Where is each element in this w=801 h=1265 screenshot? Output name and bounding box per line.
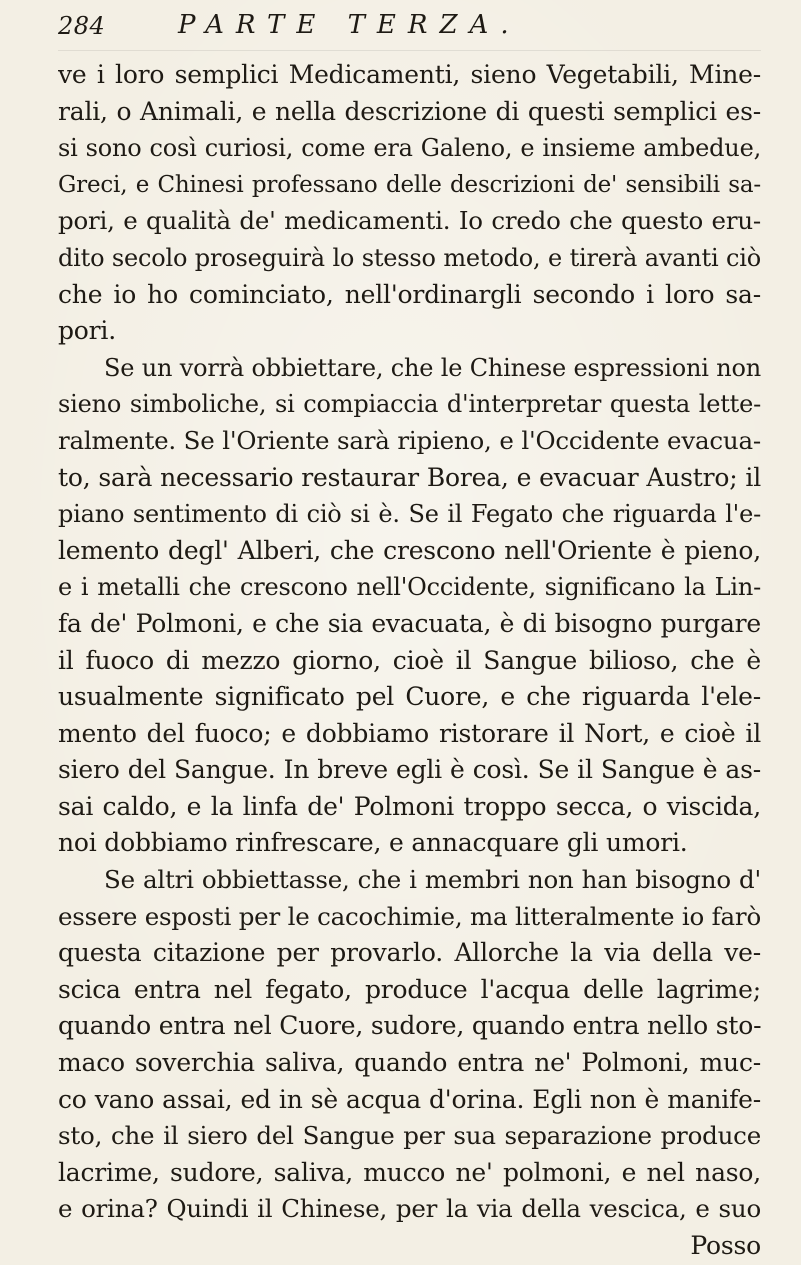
text-line: ve i loro semplici Medicamenti, sieno Vegetabili, Mine-: [58, 60, 761, 89]
text-line: fa de' Polmoni, e che sia evacuata, è di bisogno purgare: [58, 608, 761, 638]
page-number: 284: [58, 12, 106, 40]
text-line: ralmente. Se l'Oriente sarà ripieno, e l'Occidente evacua-: [58, 425, 761, 455]
text-line: rali, o Animali, e nella descrizione di questi semplici es-: [58, 96, 761, 126]
text-line: e i metalli che crescono nell'Occidente, significano la Lin-: [58, 573, 761, 602]
text-line: pori.: [58, 316, 116, 346]
running-head: PARTE TERZA.: [178, 10, 521, 40]
text-line: mento del fuoco; e dobbiamo ristorare il Nort, e cioè il: [58, 718, 761, 748]
text-line: che io ho cominciato, nell'ordinargli secondo i loro sa-: [58, 279, 761, 309]
text-line: essere esposti per le cacochimie, ma litteralmente io farò: [58, 901, 761, 931]
text-line: sto, che il siero del Sangue per sua separazione produce: [58, 1121, 761, 1151]
text-line: Greci, e Chinesi professano delle descrizioni de' sensibili sa-: [58, 171, 761, 198]
text-line: scica entra nel fegato, produce l'acqua delle lagrime;: [58, 974, 761, 1004]
text-line: usualmente significato pel Cuore, e che riguarda l'ele-: [58, 682, 761, 712]
text-line: to, sarà necessario restaurar Borea, e evacuar Austro; il: [58, 462, 761, 492]
text-line: Se altri obbiettasse, che i membri non han bisogno d': [104, 865, 761, 895]
text-line: co vano assai, ed in sè acqua d'orina. Egli non è manife-: [58, 1084, 761, 1114]
text-line: dito secolo proseguirà lo stesso metodo, e tirerà avanti ciò: [58, 243, 761, 272]
text-line: siero del Sangue. In breve egli è così. Se il Sangue è as-: [58, 755, 761, 785]
text-line: Se un vorrà obbiettare, che le Chinese espressioni non: [104, 353, 761, 382]
text-line: lacrime, sudore, saliva, mucco ne' polmoni, e nel naso,: [58, 1157, 761, 1187]
text-line: lemento degl' Alberi, che crescono nell'Oriente è pieno,: [58, 535, 761, 565]
text-line: sieno simboliche, si compiaccia d'interpretar questa lette-: [58, 390, 761, 419]
catchword: Posso: [690, 1231, 761, 1260]
text-line: e orina? Quindi il Chinese, per la via della vescica, e suo: [58, 1194, 761, 1224]
text-line: si sono così curiosi, come era Galeno, e insieme ambedue,: [58, 134, 761, 163]
text-line: noi dobbiamo rinfrescare, e annacquare gli umori.: [58, 828, 688, 858]
text-line: il fuoco di mezzo giorno, cioè il Sangue bilioso, che è: [58, 645, 761, 675]
page-header: [58, 10, 761, 51]
text-line: pori, e qualità de' medicamenti. Io credo che questo eru-: [58, 206, 761, 236]
text-line: quando entra nel Cuore, sudore, quando entra nello sto-: [58, 1011, 761, 1041]
body-text: [58, 57, 761, 1265]
text-line: questa citazione per provarlo. Allorche la via della ve-: [58, 938, 761, 968]
text-line: piano sentimento di ciò si è. Se il Fegato che riguarda l'e-: [58, 500, 761, 529]
text-line: maco soverchia saliva, quando entra ne' Polmoni, muc-: [58, 1048, 761, 1078]
text-line: sai caldo, e la linfa de' Polmoni troppo secca, o viscida,: [58, 791, 761, 821]
